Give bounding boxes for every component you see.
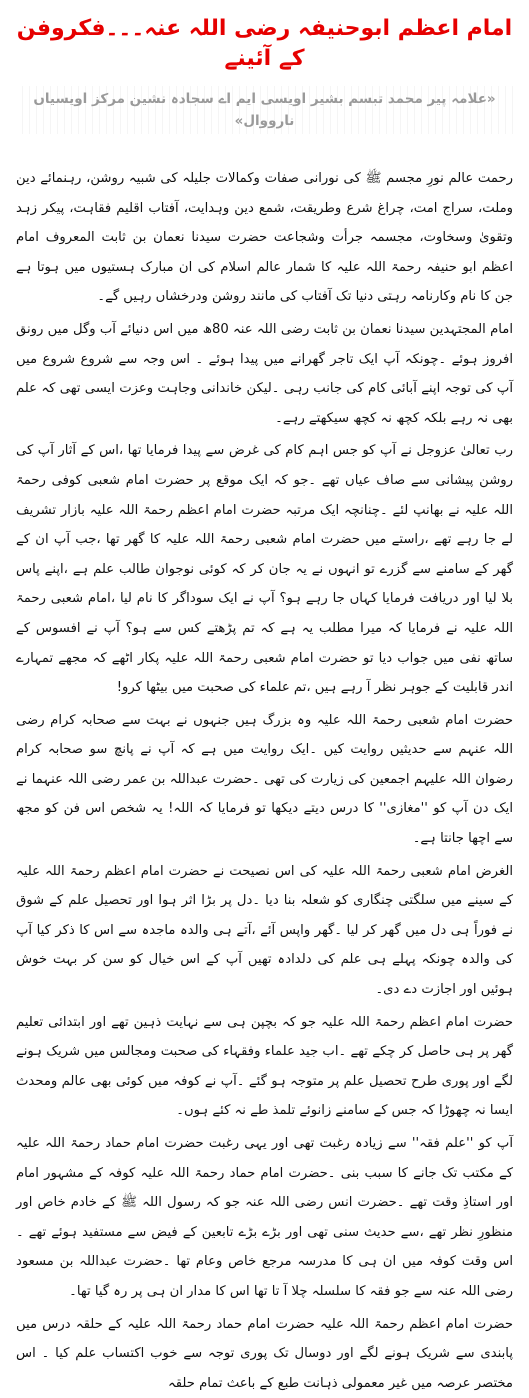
byline-container	[16, 86, 513, 134]
paragraph-2: امام المجتہدین سیدنا نعمان بن ثابت رضی اللہ عنہ 80ھ میں اس دنیائے آب وگل میں رونق افروز ہوئے ۔چونکہ آپ ایک تاجر گھرانے میں پیدا ہوئے ۔ اس وجہ سے شروع شروع میں آپ کی توجہ اپنے آبائی کام کی جانب رہی ۔لیکن خاندانی وجاہت وعزت ایسی تھی کہ علم بھی نہ رہے بلکہ کچھ نہ کچھ سیکھتے رہے۔	[16, 321, 513, 426]
article-page	[0, 14, 529, 1391]
article-body	[16, 164, 513, 1398]
paragraph-8: حضرت امام اعظم رحمۃ اللہ علیہ حضرت امام حماد رحمۃ اللہ علیہ کے حلقہ درس میں پابندی سے شریک ہونے لگے اور دوسال تک پوری توجہ سے خوب اکتساب علم کیا ۔ اس مختصر عرصہ میں غیر معمولی ذہانت طبع کے باعث تمام حلقہ	[16, 1316, 513, 1391]
paragraph-1: رحمت عالم نورِ مجسم ﷺ کی نورانی صفات وکمالات جلیلہ کی شبیہ روشن، رہنمائے دین وملت، سراج امت، چراغ شرع وطریقت، شمع دین وہدایت، آفتاب اقلیم فقاہت، پیکر زہد وتقویٰ وسخاوت، مجسمہ جرأت وشجاعت حضرت سیدنا نعمان بن ثابت المعروف امام اعظم ابو حنیفہ رحمۃ اللہ علیہ کا شمار عالم اسلام کی ان مبارک ہستیوں میں ہوتا ہے جن کا نام وکارنامہ رہتی دنیا تک آفتاب کی مانند روشن ودرخشاں رہیں گے۔	[16, 171, 513, 305]
paragraph-5: الغرض امام شعبی رحمۃ اللہ علیہ کی اس نصیحت نے حضرت امام اعظم رحمۃ اللہ علیہ کے سینے میں سلگتی چنگاری کو شعلہ بنا دیا ۔دل پر بڑا اثر ہوا اور تحصیل علم کے شوق نے فوراً ہی دل میں گھر کر لیا ۔گھر واپس آئے ،آتے ہی والدہ ماجدہ سے اس کا ذکر کیا آپ کی والدہ چونکہ پہلے ہی علم کی دلدادہ تھیں آپ کے اس خیال کو سن کر بہت خوش ہوئیں اور اجازت دے دی۔	[16, 863, 513, 998]
author-byline: «علامہ پیر محمد تبسم بشیر اویسی ایم اے سجادہ نشین مرکز اویسیاں نارووال»	[16, 86, 513, 134]
paragraph-6: حضرت امام اعظم رحمۃ اللہ علیہ جو کہ بچپن ہی سے نہایت ذہین تھے اور ابتدائی تعلیم گھر پر ہی حاصل کر چکے تھے ۔اب جید علماء وفقہاء کی صحبت ومجالس میں شریک ہونے لگے اور پوری طرح تحصیل علم پر متوجہ ہو گئے ۔آپ نے کوفہ میں کوئی بھی عالم ومحدث ایسا نہ چھوڑا کہ جس کے سامنے زانوئے تلمذ طے نہ کئے ہوں۔	[16, 1014, 513, 1119]
paragraph-3: رب تعالیٰ عزوجل نے آپ کو جس اہم کام کی غرض سے پیدا فرمایا تھا ،اس کے آثار آپ کی روشن پیشانی سے صاف عیاں تھے ۔جو کہ ایک موقع پر حضرت امام شعبی کوفی رحمۃ اللہ علیہ نے بھانپ لئے ۔چنانچہ ایک مرتبہ حضرت امام اعظم رحمۃ اللہ علیہ بازار تشریف لے جا رہے تھے ،راستے میں حضرت امام شعبی رحمۃ اللہ علیہ کا گھر تھا ،جب آپ ان کے گھر کے سامنے سے گزرے تو انہوں نے یہ جان کر کہ کوئی نوجوان طالب علم ہے ،اپنے پاس بلا لیا اور دریافت فرمایا کہاں جا رہے ہو؟ آپ نے ایک سوداگر کا نام لیا ،امام شعبی رحمۃ اللہ علیہ نے فرمایا کہ میرا مطلب یہ ہے کہ تم پڑھتے کس سے ہو؟ آپ نے افسوس کے ساتھ نفی میں جواب دیا تو حضرت امام شعبی رحمۃ اللہ علیہ پکار اٹھے کہ مجھے تمہارے اندر قابلیت کے جوہر نظر آ رہے ہیں ،تم علماء کی صحبت میں بیٹھا کرو!	[16, 443, 513, 696]
paragraph-4: حضرت امام شعبی رحمۃ اللہ علیہ وہ بزرگ ہیں جنہوں نے بہت سے صحابہ کرام رضی اللہ عنہم سے حدیثیں روایت کیں ۔ایک روایت میں ہے کہ آپ نے پانچ سو صحابہ کرام رضوان اللہ علیہم اجمعین کی زیارت کی تھی ۔حضرت عبداللہ بن عمر رضی اللہ عنہما نے ایک دن آپ کو ''مغازی'' کا درس دیتے دیکھا تو فرمایا کہ اللہ! یہ شخص اس فن کو مجھ سے اچھا جانتا ہے۔	[16, 712, 513, 847]
paragraph-7: آپ کو ''علم فقہ'' سے زیادہ رغبت تھی اور یہی رغبت حضرت امام حماد رحمۃ اللہ علیہ کے مکتب تک جانے کا سبب بنی ۔حضرت امام حماد رحمۃ اللہ علیہ کوفہ کے مشہور امام اور استاذِ وقت تھے ۔حضرت انس رضی اللہ عنہ جو کہ رسول اللہ ﷺ کے خادم خاص اور منظورِ نظر تھے ،سے حدیث سنی تھی اور بڑے بڑے تابعین کے فیض سے مستفید ہوئے تھے ۔اس وقت کوفہ میں ان ہی کا مدرسہ مرجع خاص وعام تھا ۔حضرت عبداللہ بن مسعود رضی اللہ عنہ سے جو فقہ کا سلسلہ چلا آ تا تھا اس کا مدار ان ہی پر رہ گیا تھا۔	[16, 1136, 513, 1299]
article-title: امام اعظم ابوحنیفہ رضی اللہ عنہ۔۔۔فکروفن کے آئینے	[16, 16, 513, 71]
